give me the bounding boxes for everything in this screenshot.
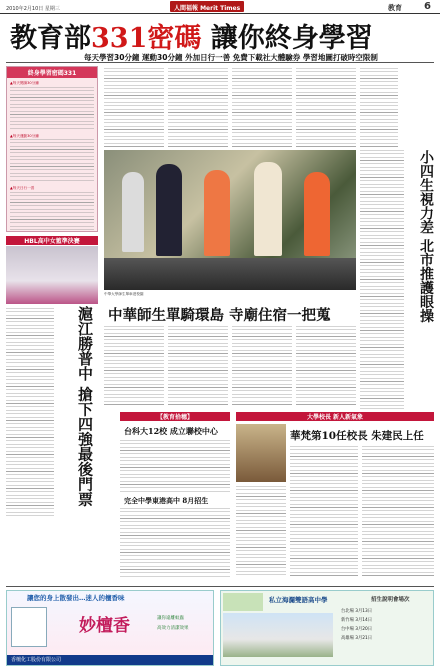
mid-story-headline: 台科大12校 成立聯校中心 — [124, 426, 218, 436]
article-text — [120, 508, 230, 578]
issue-date: 2010年2月10日 星期三 — [6, 6, 60, 12]
ad-line: 高效力清潔效果 — [157, 626, 189, 631]
headline-part1: 教育部 — [10, 23, 91, 54]
ad-right — [220, 590, 434, 666]
person-figure — [304, 172, 330, 256]
ad-brand: 妙檀香 — [79, 616, 130, 636]
session-row: 新竹場 3月14日 — [341, 618, 373, 623]
ad-product-image — [11, 607, 47, 647]
page-headline — [10, 16, 432, 52]
story-headline: 中華師生單騎環島 寺廟住宿一把蒐 — [108, 307, 331, 324]
basketball-photo — [6, 246, 98, 304]
section-bar-university: 大學校長 新人新氣象 — [236, 412, 434, 421]
principal-photo — [236, 424, 286, 482]
article-text — [168, 68, 228, 148]
session-row: 台中場 3月20日 — [341, 627, 373, 632]
article-text — [104, 326, 164, 406]
article-text — [104, 68, 164, 148]
person-figure — [156, 164, 182, 256]
article-text — [290, 446, 358, 576]
ad-left — [6, 590, 214, 666]
right-story-headline: 華梵第10任校長 朱建民上任 — [290, 430, 424, 442]
headline-accent: 331密碼 — [91, 23, 202, 54]
article-text — [6, 308, 54, 518]
article-text — [168, 326, 228, 406]
article-text — [296, 68, 356, 148]
article-text — [360, 150, 404, 410]
session-row: 台北場 3月13日 — [341, 609, 373, 614]
article-text — [362, 446, 434, 576]
ad-company: 香檀化工股份有限公司 — [7, 655, 213, 665]
section-bar-hbl: HBL高中女籃準決賽 — [6, 236, 98, 245]
article-text — [232, 68, 292, 148]
bicycles — [104, 258, 356, 290]
sidebar-item: ▲每天閱讀30分鐘 — [10, 81, 39, 85]
vertical-headline: 小四生視力差 北市推護眼操 — [418, 150, 434, 323]
article-text — [232, 326, 292, 406]
article-text — [296, 326, 356, 406]
session-list — [341, 607, 431, 643]
page-header — [0, 0, 440, 14]
sidebar-box — [6, 66, 98, 232]
sidebar-item: ▲每天運動30分鐘 — [10, 133, 39, 138]
school-photo — [223, 613, 333, 657]
divider — [6, 62, 434, 63]
photo-caption: 中華大學師生單車遊校園 — [104, 292, 144, 296]
person-figure — [254, 162, 282, 256]
sidebar-item: ▲每天日行一善 — [10, 186, 35, 191]
headline-part2: 讓你終身學習 — [201, 23, 373, 54]
school-logo — [223, 593, 263, 611]
mid-story2-headline: 完全中學東港高中 8月招生 — [124, 496, 209, 505]
sidebar-text — [10, 192, 94, 232]
ad-right-title: 招生說明會場次 — [371, 597, 410, 603]
section-bar-education: 【教育拾穗】 — [120, 412, 230, 421]
sidebar-text — [10, 139, 94, 183]
page-number: 6 — [424, 1, 431, 12]
article-text — [360, 68, 398, 148]
left-story-headline: 滬江勝普中 搶下四強最後門票 — [76, 306, 94, 507]
article-text — [120, 440, 230, 492]
sidebar-box-title: 終身學習密碼331 — [7, 67, 97, 78]
session-row: 高雄場 3月21日 — [341, 636, 373, 641]
person-figure — [122, 172, 144, 252]
article-text — [236, 486, 286, 576]
main-photo — [104, 150, 356, 290]
section-name: 教育 — [388, 4, 402, 12]
masthead-logo: 人間福報 Merit Times — [170, 1, 244, 12]
divider — [6, 586, 434, 587]
sub-headline: 每天學習30分鐘 運動30分鐘 外加日行一善 免費下載社大體驗券 學習地圖打破時空限制 — [84, 53, 378, 62]
person-figure — [204, 170, 230, 256]
school-name: 私立海瀾雙語高中學 — [269, 596, 328, 604]
ad-slogan: 讓您的身上散發出…迷人的檀香味 — [27, 594, 125, 602]
ad-line: 讓你遠離蚊蟲 — [157, 616, 184, 621]
sidebar-text — [10, 87, 94, 131]
